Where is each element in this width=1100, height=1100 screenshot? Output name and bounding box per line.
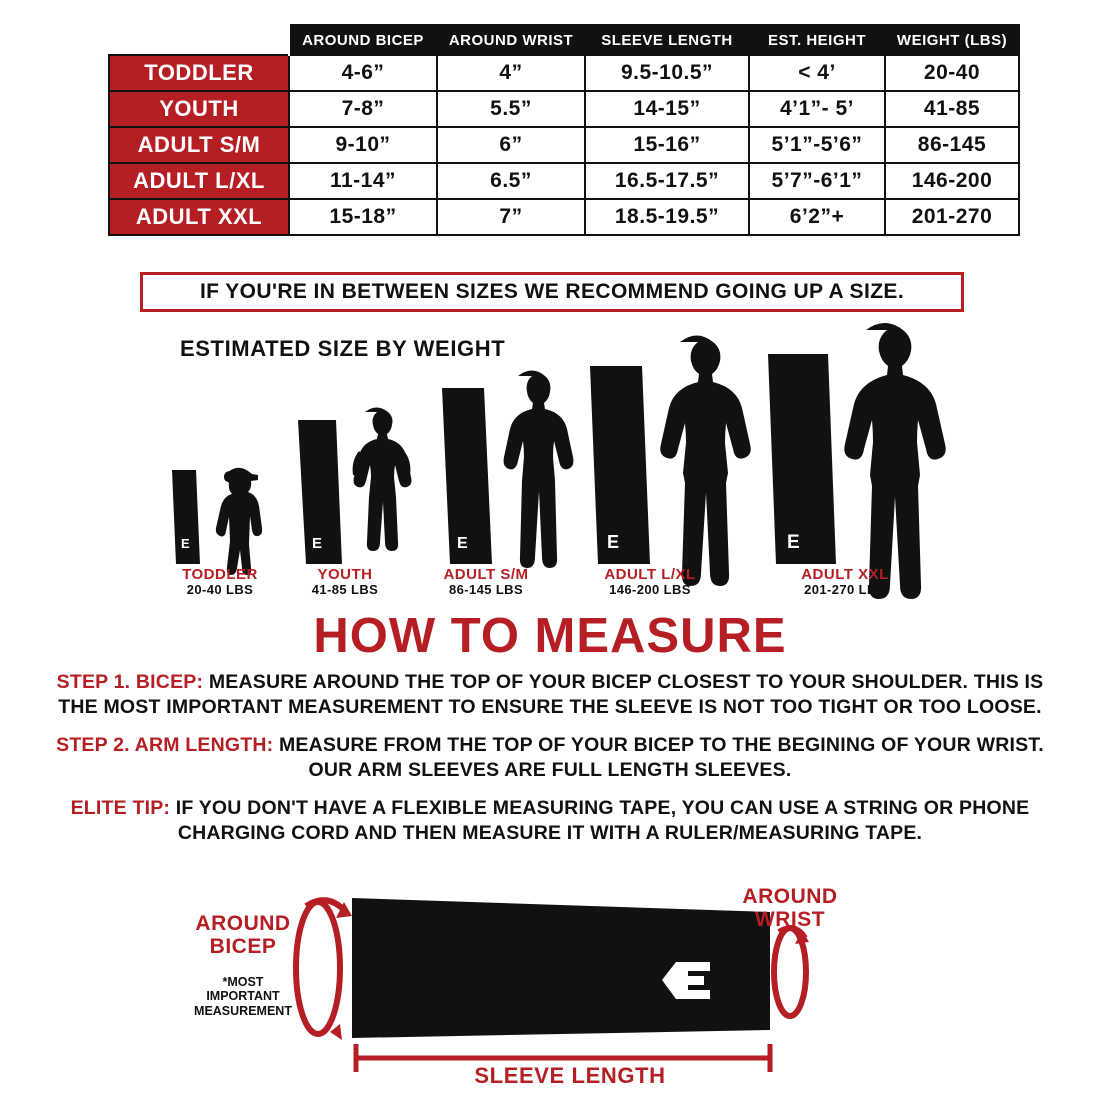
size-table-container — [108, 24, 1008, 236]
cell-adult-sm-weight: 86-145 — [885, 127, 1019, 163]
step-arm-length-lead: STEP 2. ARM LENGTH: — [56, 733, 274, 756]
step-arm-length-text: MEASURE FROM THE TOP OF YOUR BICEP TO THE BEGINING OF YOUR WRIST. OUR ARM SLEEVES ARE FULL LENGTH SLEEVES. — [273, 733, 1044, 781]
svg-text:E: E — [312, 535, 323, 552]
figure-youth — [298, 408, 412, 565]
cell-adult-lxl-wrist: 6.5” — [437, 163, 585, 199]
measure-steps — [50, 670, 1050, 859]
table-row — [109, 127, 1019, 163]
around-bicep-label: AROUND BICEP — [195, 912, 291, 959]
cell-youth-height: 4’1”- 5’ — [749, 91, 885, 127]
col-weight: WEIGHT (LBS) — [885, 25, 1019, 55]
cell-adult-xxl-height: 6’2”+ — [749, 199, 885, 235]
col-est-height: EST. HEIGHT — [749, 25, 885, 55]
most-important-note: *MOST IMPORTANT MEASUREMENT — [194, 975, 292, 1018]
cell-adult-xxl-bicep: 15-18” — [289, 199, 437, 235]
cell-adult-sm-height: 5’1”-5’6” — [749, 127, 885, 163]
cell-toddler-sleeve: 9.5-10.5” — [585, 55, 749, 91]
svg-text:E: E — [787, 532, 800, 553]
size-table — [108, 24, 1020, 236]
step-elite-tip-text: IF YOU DON'T HAVE A FLEXIBLE MEASURING TAPE, YOU CAN USE A STRING OR PHONE CHARGING CORD AND THEN MEASURE IT WITH A RULER/MEASURING TAPE. — [170, 796, 1030, 844]
table-header-row — [109, 25, 1019, 55]
cell-adult-xxl-sleeve: 18.5-19.5” — [585, 199, 749, 235]
around-wrist-label: AROUND WRIST — [742, 885, 838, 932]
svg-text:E: E — [457, 535, 468, 552]
sleeve-length-label: SLEEVE LENGTH — [474, 1063, 666, 1088]
row-label-adult-xxl: ADULT XXL — [109, 199, 289, 235]
figure-labels — [150, 566, 950, 608]
svg-text:E: E — [181, 536, 190, 551]
row-label-youth: YOUTH — [109, 91, 289, 127]
cell-youth-wrist: 5.5” — [437, 91, 585, 127]
cell-adult-xxl-weight: 201-270 — [885, 199, 1019, 235]
cell-adult-sm-sleeve: 15-16” — [585, 127, 749, 163]
cell-toddler-wrist: 4” — [437, 55, 585, 91]
col-sleeve-length: SLEEVE LENGTH — [585, 25, 749, 55]
cell-toddler-bicep: 4-6” — [289, 55, 437, 91]
cell-toddler-weight: 20-40 — [885, 55, 1019, 91]
cell-youth-weight: 41-85 — [885, 91, 1019, 127]
table-corner-cell — [109, 25, 289, 55]
cell-adult-lxl-weight: 146-200 — [885, 163, 1019, 199]
step-bicep-lead: STEP 1. BICEP: — [56, 671, 204, 693]
step-elite-tip-lead: ELITE TIP: — [70, 796, 171, 819]
figure-toddler — [172, 468, 262, 575]
cell-adult-sm-bicep: 9-10” — [289, 127, 437, 163]
cell-adult-sm-wrist: 6” — [437, 127, 585, 163]
table-row — [109, 91, 1019, 127]
step-arm-length — [50, 733, 1050, 783]
row-label-toddler: TODDLER — [109, 55, 289, 91]
col-around-bicep: AROUND BICEP — [289, 25, 437, 55]
table-row — [109, 163, 1019, 199]
cell-youth-bicep: 7-8” — [289, 91, 437, 127]
figure-label-adult-xxl: ADULT XXL 201-270 LBS — [801, 566, 889, 598]
cell-adult-lxl-height: 5’7”-6’1” — [749, 163, 885, 199]
step-bicep — [50, 670, 1050, 720]
figure-label-youth: YOUTH 41-85 LBS — [311, 566, 379, 598]
figure-adult-xxl — [768, 323, 946, 599]
table-row — [109, 199, 1019, 235]
cell-adult-lxl-sleeve: 16.5-17.5” — [585, 163, 749, 199]
step-bicep-text: MEASURE AROUND THE TOP OF YOUR BICEP CLOSEST TO YOUR SHOULDER. THIS IS THE MOST IMPORTANT MEASUREMENT TO ENSURE THE SLEEVE IS NOT TOO TIGHT OR TOO LOOSE. — [58, 671, 1044, 718]
table-row — [109, 55, 1019, 91]
step-elite-tip — [50, 796, 1050, 846]
figure-label-toddler: TODDLER 20-40 LBS — [182, 566, 258, 598]
cell-adult-lxl-bicep: 11-14” — [289, 163, 437, 199]
row-label-adult-lxl: ADULT L/XL — [109, 163, 289, 199]
figure-label-adult-sm: ADULT S/M 86-145 LBS — [443, 566, 529, 598]
between-sizes-note: IF YOU'RE IN BETWEEN SIZES WE RECOMMEND GOING UP A SIZE. — [140, 272, 964, 312]
cell-adult-xxl-wrist: 7” — [437, 199, 585, 235]
cell-youth-sleeve: 14-15” — [585, 91, 749, 127]
svg-text:E: E — [607, 532, 620, 552]
figure-adult-sm — [442, 371, 573, 569]
estimated-size-title: ESTIMATED SIZE BY WEIGHT — [180, 336, 506, 361]
figure-adult-lxl — [590, 336, 751, 587]
cell-toddler-height: < 4’ — [749, 55, 885, 91]
row-label-adult-sm: ADULT S/M — [109, 127, 289, 163]
figure-label-adult-lxl: ADULT L/XL 146-200 LBS — [604, 566, 696, 598]
col-around-wrist: AROUND WRIST — [437, 25, 585, 55]
how-to-measure-heading: HOW TO MEASURE — [313, 609, 787, 663]
